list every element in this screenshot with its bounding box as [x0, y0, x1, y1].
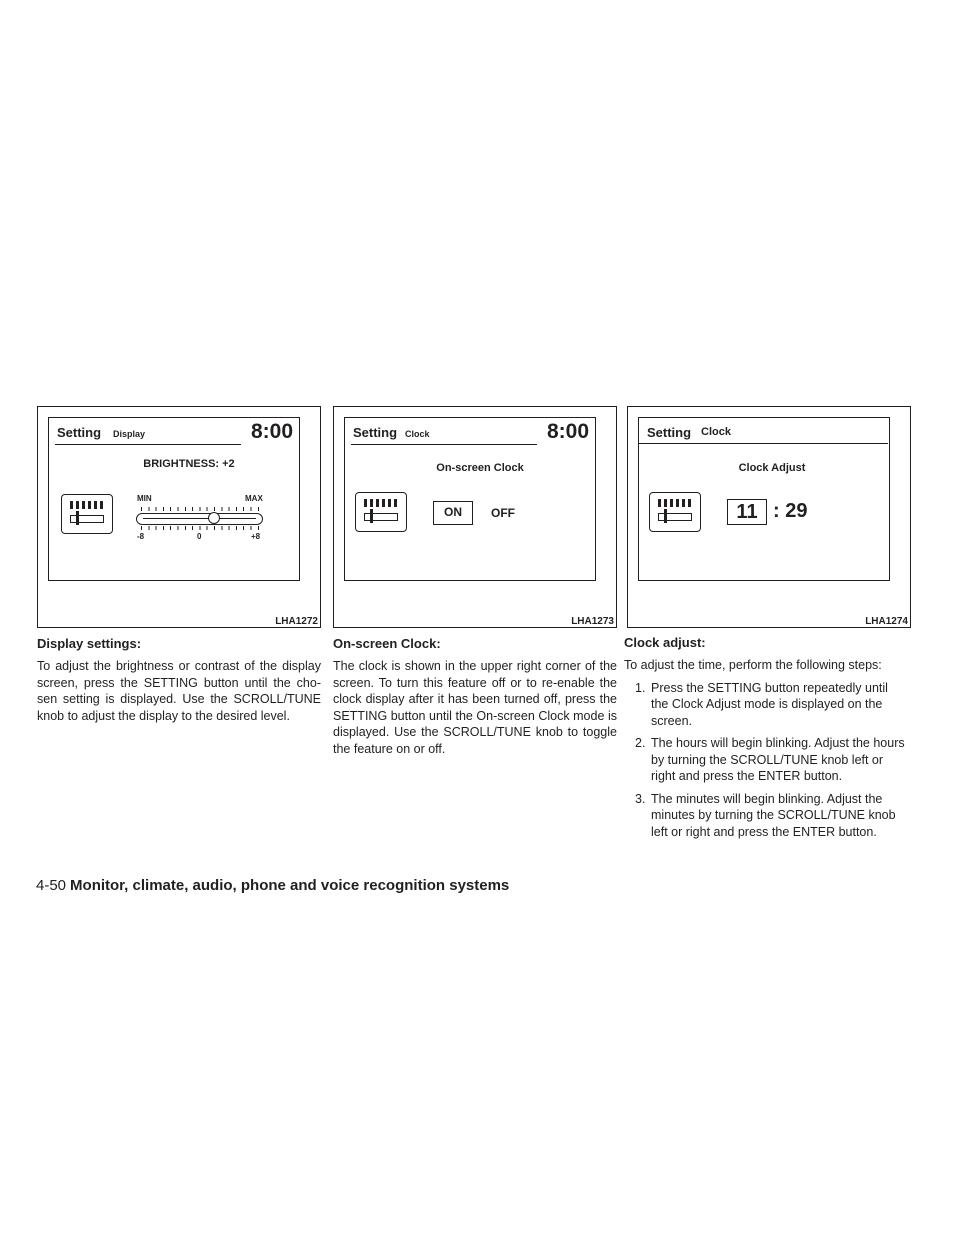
clock-adjust-section: [624, 635, 908, 846]
screen-subtitle: Clock: [701, 426, 731, 438]
slider-low-value: -8: [137, 532, 145, 541]
list-item: 3. The minutes will begin blinking. Adjust the minutes by turning the SCROLL/TUNE knob left or right and press the ENTER button.: [635, 791, 896, 839]
slider-mid-value: 0: [197, 532, 202, 541]
display-settings-section: [37, 636, 321, 724]
slider-min-label: MIN: [137, 494, 152, 503]
screen-time: 8:00: [546, 420, 589, 443]
brightness-slider: [136, 513, 263, 525]
list-item: 2. The hours will begin blinking. Adjust the hours by turning the SCROLL/TUNE knob left or right and press the ENTER button.: [635, 736, 905, 783]
scroll-tune-knob-icon: [649, 492, 701, 532]
scroll-tune-knob-icon: [61, 494, 113, 534]
figure-clock-adjust: [627, 406, 911, 628]
figure-code: LHA1274: [865, 616, 908, 627]
slider-high-value: +8: [251, 532, 261, 541]
chapter-title: Monitor, climate, audio, phone and voice recognition systems: [70, 877, 510, 894]
screen-title: Setting: [57, 425, 102, 440]
section-body: The clock is shown in the upper right corner of the screen. To turn this feature off or to re-enable the clock display after it has been turned off, press the SETTING button until the On-screen Clock mode is displayed. Use the SCROLL/TUNE knob to toggle the feature on or off.: [333, 659, 617, 756]
onscreen-clock-section: [333, 636, 617, 757]
display-screen: [48, 417, 300, 581]
off-option: OFF: [491, 506, 515, 520]
figure-onscreen-clock: [333, 406, 617, 628]
section-intro: To adjust the time, perform the following steps:: [624, 658, 882, 672]
title-rule: [639, 443, 888, 444]
figure-code: LHA1273: [571, 616, 614, 627]
clock-screen: [344, 417, 596, 581]
list-item: 1. Press the SETTING button repeatedly until the Clock Adjust mode is displayed on the screen.: [635, 680, 888, 728]
section-heading: Clock adjust:: [624, 635, 706, 650]
on-option: ON: [433, 501, 473, 525]
steps-list: [624, 680, 908, 841]
hours-field: 11: [727, 499, 767, 525]
slider-ticks-bottom: [141, 526, 259, 530]
title-rule: [351, 444, 537, 445]
figure-display-settings: [37, 406, 321, 628]
screen-title: Setting: [353, 425, 398, 440]
minutes-field: : 29: [773, 500, 808, 522]
screen-subtitle: Clock: [405, 429, 430, 439]
screen-title: Setting: [647, 425, 692, 440]
title-rule: [55, 444, 241, 445]
brightness-label: BRIGHTNESS: +2: [143, 458, 235, 470]
section-body: To adjust the brightness or contrast of the display screen, press the SETTING button until the cho-sen setting is displayed. Use the SCROLL/TUNE knob to adjust the display to the desired level.: [37, 659, 321, 723]
clock-adjust-label: Clock Adjust: [738, 462, 806, 474]
screen-subtitle: Display: [113, 429, 146, 439]
onscreen-clock-label: On-screen Clock: [436, 462, 524, 474]
scroll-tune-knob-icon: [355, 492, 407, 532]
section-heading: Display settings:: [37, 636, 142, 651]
slider-thumb: [208, 512, 220, 524]
slider-max-label: MAX: [245, 494, 263, 503]
screen-time: 8:00: [250, 420, 293, 443]
page-footer: [36, 877, 509, 894]
page-number: 4-50: [36, 877, 67, 894]
figure-code: LHA1272: [275, 616, 318, 627]
section-heading: On-screen Clock:: [333, 636, 441, 651]
slider-ticks-top: [141, 507, 259, 511]
clock-adjust-screen: [638, 417, 890, 581]
